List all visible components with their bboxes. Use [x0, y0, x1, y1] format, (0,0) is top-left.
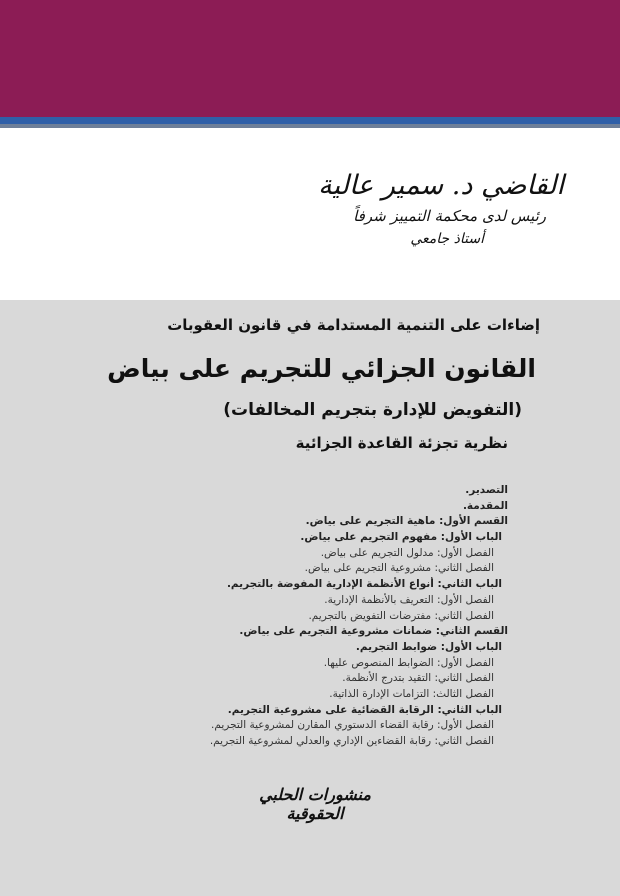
author-role: رئيس لدى محكمة التمييز شرفاً [353, 207, 546, 225]
toc-item: الباب الأول: مفهوم التجريم على بياض. [300, 531, 502, 544]
blue-stripe [0, 117, 620, 124]
author-name: القاضي د. سمير عالية [318, 170, 564, 201]
author-block [264, 168, 564, 250]
toc-item: الفصل الثاني: مفترضات التفويض بالتجريم. [308, 609, 494, 622]
toc-item: الفصل الأول: الضوابط المنصوص عليها. [323, 656, 494, 669]
book-subtitle-secondary: نظرية تجزئة القاعدة الجزائية [295, 434, 508, 452]
toc-item: المقدمة. [462, 499, 508, 512]
toc-item: الفصل الثاني: رقابة القضاءين الإداري والعدلي لمشروعية التجريم. [209, 735, 494, 747]
toc-item: القسم الأول: ماهية التجريم على بياض. [305, 515, 508, 528]
toc-item: القسم الثاني: ضمانات مشروعية التجريم على بياض. [239, 625, 508, 638]
toc-item: الباب الثاني: أنواع الأنظمة الإدارية المفوضة بالتجريم. [226, 578, 502, 591]
author-panel [0, 128, 620, 300]
toc-item: الفصل الأول: رقابة القضاء الدستوري المقارن لمشروعية التجريم. [211, 719, 494, 732]
toc-item: الباب الأول: ضوابط التجريم. [355, 640, 502, 653]
series-title: إضاءات على التنمية المستدامة في قانون العقوبات [167, 316, 540, 334]
toc-item: الباب الثاني: الرقابة القضائية على مشروعية التجريم. [227, 703, 502, 716]
table-of-contents [128, 483, 508, 750]
toc-item: الفصل الثاني: مشروعية التجريم على بياض. [304, 562, 494, 575]
toc-item: الفصل الثاني: التقيد بتدرج الأنظمة. [342, 672, 494, 685]
top-color-band [0, 0, 620, 117]
book-subtitle: (التفويض للإدارة بتجريم المخالفات) [223, 400, 522, 420]
book-title: القانون الجزائي للتجريم على بياض [107, 354, 536, 383]
toc-item: الفصل الأول: مدلول التجريم على بياض. [320, 546, 494, 559]
author-profession: أستاذ جامعي [410, 231, 484, 247]
toc-item: التصدير. [465, 484, 508, 496]
publisher-logo: منشورات الحلبي الحقوقية [259, 785, 371, 823]
toc-item: الفصل الأول: التعريف بالأنظمة الإدارية. [324, 593, 494, 606]
toc-item: الفصل الثالث: التزامات الإدارة الذاتية. [329, 687, 494, 700]
